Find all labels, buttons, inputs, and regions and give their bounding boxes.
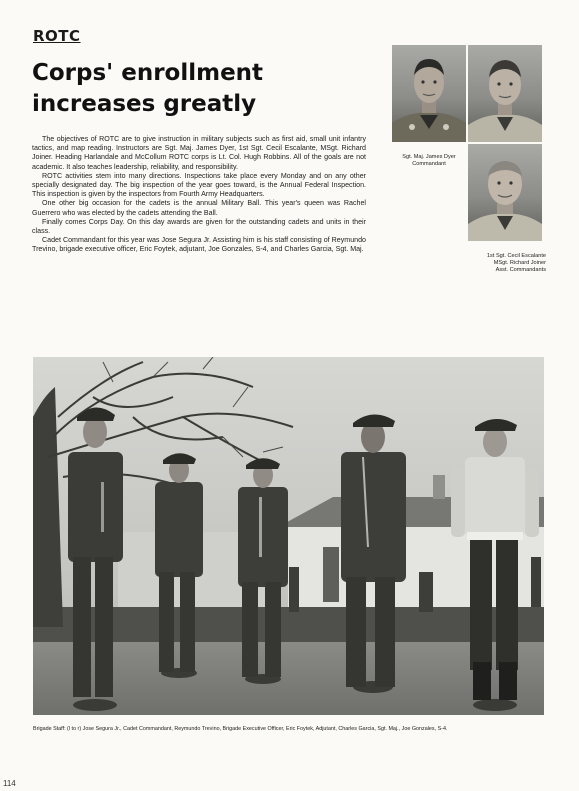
portrait-caption-asst: 1st Sgt. Cecil Escalante MSgt. Richard Joiner Asst. Commandants <box>486 253 546 273</box>
portrait-dyer <box>392 45 466 142</box>
body-paragraph: Finally comes Corps Day. On this day awards are given for the outstanding cadets and units in their class. <box>32 217 366 236</box>
headline-line-2: increases greatly <box>32 91 257 117</box>
photo-caption: Brigade Staff: (l to r) Jose Segura Jr., Cadet Commandant, Reymundo Trevino, Brigade Executive Officer, Eric Foytek, Adjutant, Charles Garcia, Sgt. Maj., Joe Gonzales, S-4. <box>33 726 448 732</box>
portrait-escalante <box>468 45 542 142</box>
brigade-staff-photo <box>33 357 544 715</box>
article-headline <box>32 58 362 120</box>
article-body <box>32 135 366 255</box>
section-label: ROTC <box>33 27 81 45</box>
page-number: 114 <box>3 779 16 788</box>
body-paragraph: ROTC activities stem into many directions. Inspections take place every Monday and on any other specially designated day. The big inspection of the year goes toward, is the Annual Federal Inspection. This inspection is given by the inspectors from Fourth Army Headquarters. <box>32 171 366 199</box>
portrait-caption-dyer: Sgt. Maj. James Dyer Commandant <box>402 154 456 167</box>
body-paragraph: One other big occasion for the cadets is the annual Military Ball. This year's queen was Rachel Guerrero who was elected by the cadets attending the Ball. <box>32 199 366 217</box>
body-paragraph: Cadet Commandant for this year was Jose Segura Jr. Assisting him is his staff consisting of Reymundo Trevino, brigade executive officer, Eric Foytek, adjutant, Joe Gonzales, S-4, and Charles Garcia, Sgt. Maj. <box>32 236 366 254</box>
portrait-joiner <box>468 144 542 241</box>
body-paragraph: The objectives of ROTC are to give instruction in military subjects such as first aid, small unit infantry tactics, and map reading. Instructors are Sgt. Maj. James Dyer, 1st Sgt. Cecil Escalante, MSgt. Richard Joiner. Heading Harlandale and McCollum ROTC corps is Lt. Col. Hugh Robbins. All of the goals are not academic. It also teaches leadership, reliability, and responsibility. <box>32 135 366 171</box>
headline-line-1: Corps' enrollment <box>32 60 264 86</box>
